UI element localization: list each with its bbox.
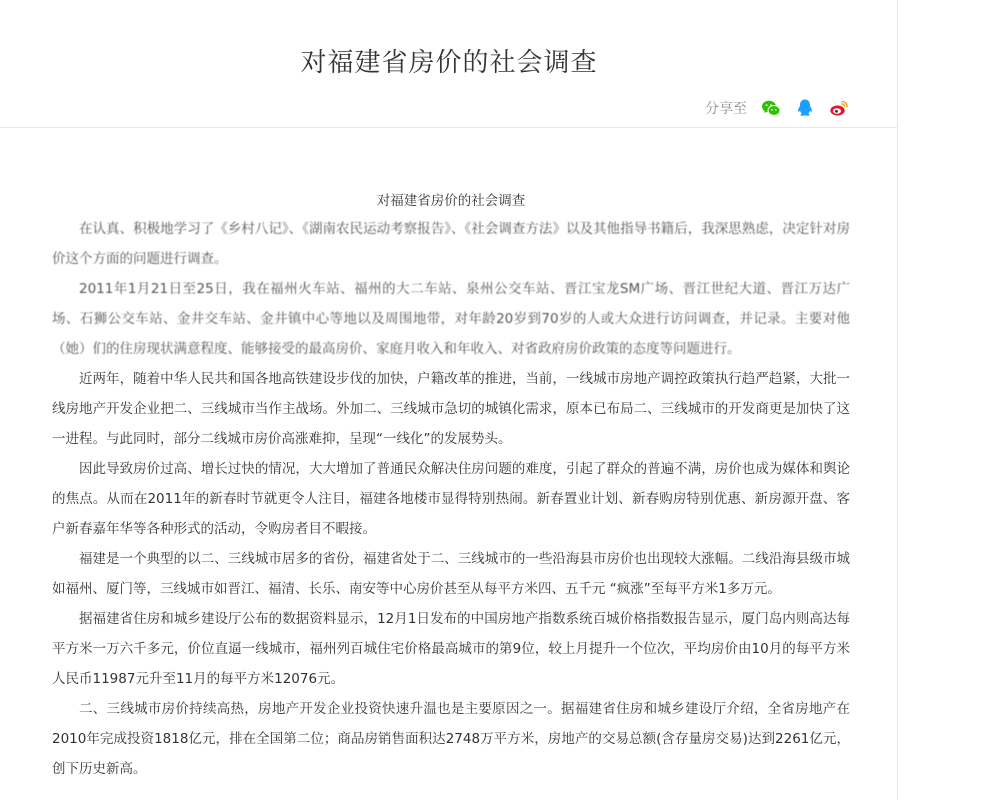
article-paragraph: 近两年，随着中华人民共和国各地高铁建设步伐的加快，户籍改革的推进，当前，一线城市房地产调控政策执行趋严趋紧，大批一线房地产开发企业把二、三线城市当作主战场。外加二、三线城市急切的城镇化需求，原本已布局二、三线城市的开发商更是加快了这一进程。与此同时，部分二线城市房价高涨难抑，呈现“一线化”的发展势头。 xyxy=(52,371,850,447)
weibo-icon[interactable] xyxy=(829,98,849,118)
page-title: 对福建省房价的社会调查 xyxy=(300,48,598,78)
article-paragraph: 福建是一个典型的以二、三线城市居多的省份，福建省处于二、三线城市的一些沿海县市房价也出现较大涨幅。二线沿海县级市城如福州、厦门等，三线城市如晋江、福清、长乐、南安等中心房价甚至从每平方米四、五千元 “疯涨”至每平方米1多万元。 xyxy=(52,551,850,597)
article-body xyxy=(52,188,850,784)
share-label: 分享至 xyxy=(705,101,747,117)
article-title: 对福建省房价的社会调查 xyxy=(376,193,526,209)
qq-icon[interactable] xyxy=(795,98,815,118)
header-divider xyxy=(0,127,898,128)
article-paragraph: 2011年1月21日至25日，我在福州火车站、福州的大二车站、泉州公交车站、晋江宝龙SM广场、晋江世纪大道、晋江万达广场、石狮公交车站、金井交车站、金井镇中心等地以及周围地带，对年龄20岁到70岁的人或大众进行访问调查，并记录。主要对他（她）们的住房现状满意程度、能够接受的最高房价、家庭月收入和年收入、对省政府房价政策的态度等问题进行。 xyxy=(52,281,850,357)
share-bar xyxy=(705,98,849,118)
article-paragraph: 因此导致房价过高、增长过快的情况，大大增加了普通民众解决住房问题的难度，引起了群众的普遍不满，房价也成为媒体和舆论的焦点。从而在2011年的新春时节就更令人注目，福建各地楼市显得特别热闹。新春置业计划、新春购房特别优惠、新房源开盘、客户新春嘉年华等各种形式的活动，令购房者目不暇接。 xyxy=(52,461,850,537)
wechat-icon[interactable] xyxy=(761,98,781,118)
article-paragraph: 据福建省住房和城乡建设厅公布的数据资料显示，12月1日发布的中国房地产指数系统百城价格指数报告显示，厦门岛内则高达每平方米一万六千多元，价位直逼一线城市，福州列百城住宅价格最高城市的第9位，较上月提升一个位次，平均房价由10月的每平方米人民币11987元升至11月的每平方米12076元。 xyxy=(52,611,850,687)
article-paragraph: 在认真、积极地学习了《乡村八记》、《湖南农民运动考察报告》、《社会调查方法》以及其他指导书籍后，我深思熟虑，决定针对房价这个方面的问题进行调查。 xyxy=(52,221,850,267)
article-paragraph: 二、三线城市房价持续高热，房地产开发企业投资快速升温也是主要原因之一。据福建省住房和城乡建设厅介绍，全省房地产在2010年完成投资1818亿元，排在全国第二位；商品房销售面积达2748万平方米，房地产的交易总额(含存量房交易)达到2261亿元，创下历史新高。 xyxy=(52,701,850,777)
